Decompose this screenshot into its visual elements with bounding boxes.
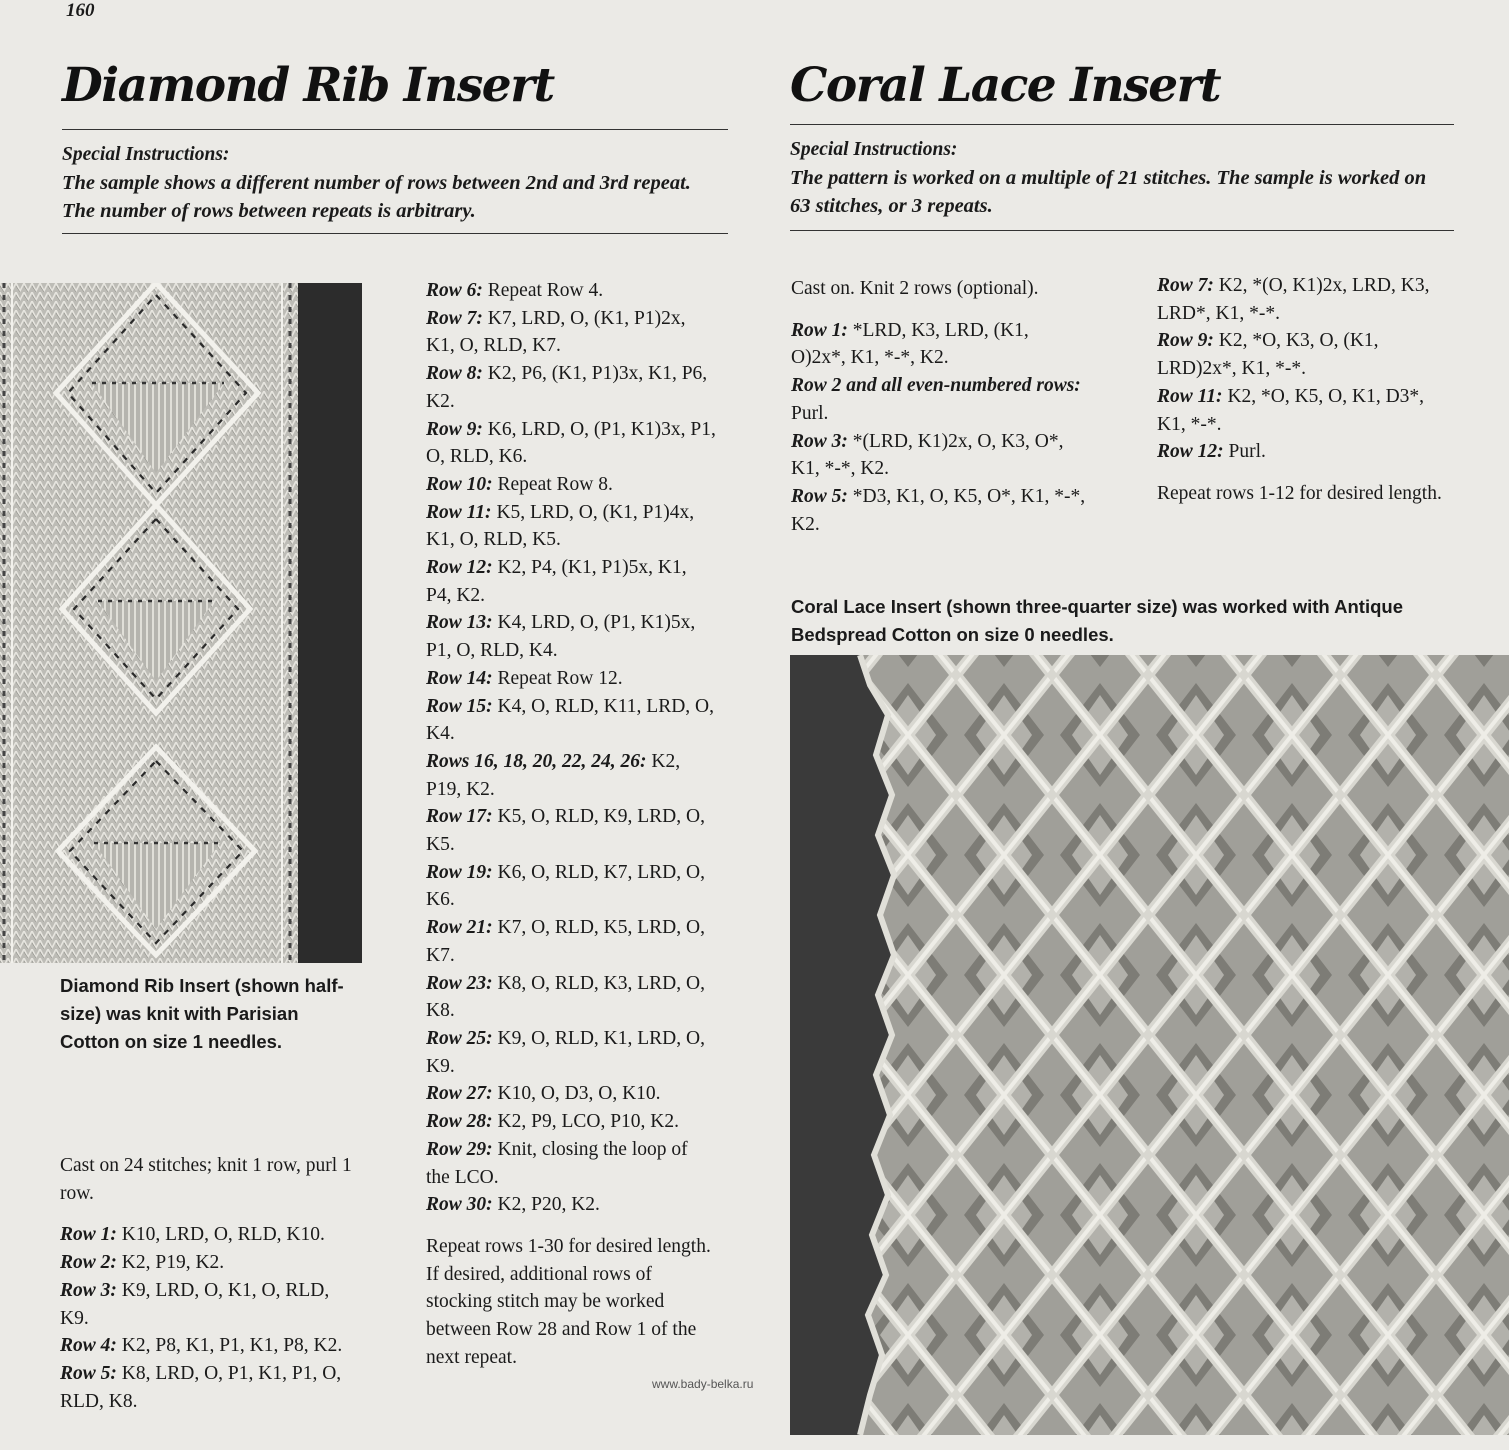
diamond-special-instructions xyxy=(62,141,722,225)
instruction-row xyxy=(426,748,716,803)
instruction-row xyxy=(1157,383,1447,438)
diamond-rows-right xyxy=(426,277,716,1219)
row-text: K7, O, RLD, K5, LRD, O, K7. xyxy=(426,917,705,966)
row-text: K2, P9, LCO, P10, K2. xyxy=(492,1111,679,1133)
row-label: Row 9: xyxy=(426,418,483,440)
row-label: Row 4: xyxy=(60,1335,117,1357)
row-label: Row 7: xyxy=(1157,275,1214,296)
diamond-top-rule xyxy=(62,129,728,130)
row-label: Row 1: xyxy=(60,1224,117,1246)
diamond-rib-photo xyxy=(0,283,362,963)
diamond-special-text: The sample shows a different number of rows between 2nd and 3rd repeat. The number of rows between repeats is arbitrary. xyxy=(62,172,691,222)
row-label: Row 23: xyxy=(426,972,493,994)
row-label: Row 6: xyxy=(426,280,483,301)
instruction-row xyxy=(426,305,716,360)
instruction-row xyxy=(1157,438,1447,466)
row-text: Repeat Row 12. xyxy=(492,667,623,689)
instruction-row xyxy=(426,1136,716,1191)
row-text: K4, O, RLD, K11, LRD, O, K4. xyxy=(426,695,714,745)
row-text: Repeat Row 4. xyxy=(482,280,604,301)
row-label: Row 21: xyxy=(426,917,493,939)
coral-col-left xyxy=(791,275,1086,538)
row-label: Row 19: xyxy=(426,861,493,883)
instruction-row xyxy=(426,1191,716,1219)
row-text: K2, *O, K3, O, (K1, LRD)2x*, K1, *-*. xyxy=(1157,330,1379,380)
row-text: K7, LRD, O, (K1, P1)2x, K1, O, RLD, K7. xyxy=(426,307,686,357)
row-text: K6, O, RLD, K7, LRD, O, K6. xyxy=(426,861,705,911)
instruction-row xyxy=(1157,327,1447,382)
instruction-row xyxy=(60,1249,360,1277)
row-text: K9, LRD, O, K1, O, RLD, K9. xyxy=(60,1279,330,1329)
spacer xyxy=(791,303,1086,317)
instruction-row xyxy=(426,1108,716,1136)
instruction-row xyxy=(60,1332,360,1360)
row-label: Row 8: xyxy=(426,363,483,385)
row-label: Row 30: xyxy=(426,1194,493,1216)
coral-repeat-note: Repeat rows 1-12 for desired length. xyxy=(1157,482,1442,504)
coral-title: Coral Lace Insert xyxy=(790,58,1221,113)
row-label: Row 2 and all even-numbered rows: xyxy=(791,375,1081,397)
row-text: K9, O, RLD, K1, LRD, O, K9. xyxy=(426,1027,705,1077)
row-label: Row 29: xyxy=(426,1138,493,1160)
instruction-row xyxy=(426,859,716,914)
instruction-row xyxy=(791,483,1086,538)
row-text: *D3, K1, O, K5, O*, K1, *-*, K2. xyxy=(791,485,1086,535)
instruction-row xyxy=(426,665,716,693)
instruction-row xyxy=(426,499,716,554)
row-label: Row 10: xyxy=(426,473,493,495)
row-label: Row 15: xyxy=(426,695,493,717)
spacer xyxy=(60,1207,360,1221)
instruction-row xyxy=(60,1221,360,1249)
instruction-row xyxy=(426,609,716,664)
row-text: K10, O, D3, O, K10. xyxy=(492,1083,661,1105)
instruction-row xyxy=(60,1277,360,1332)
instruction-row xyxy=(426,1080,716,1108)
row-text: Repeat Row 8. xyxy=(492,473,613,495)
row-text: K2, P4, (K1, P1)5x, K1, P4, K2. xyxy=(426,557,687,606)
instruction-row xyxy=(426,1025,716,1080)
row-text: K5, LRD, O, (K1, P1)4x, K1, O, RLD, K5. xyxy=(426,501,695,551)
instruction-row xyxy=(426,277,716,305)
row-text: K4, LRD, O, (P1, K1)5x, P1, O, RLD, K4. xyxy=(426,612,696,662)
instruction-row xyxy=(60,1360,360,1415)
row-label: Row 12: xyxy=(1157,441,1224,463)
row-label: Row 11: xyxy=(1157,385,1223,407)
row-label: Row 3: xyxy=(60,1279,117,1301)
row-text: K2, P19, K2. xyxy=(116,1252,225,1274)
row-label: Row 7: xyxy=(426,307,483,329)
coral-special-instructions xyxy=(790,136,1450,220)
row-label: Row 28: xyxy=(426,1111,493,1133)
row-label: Row 25: xyxy=(426,1027,493,1049)
coral-lace-photo xyxy=(790,655,1509,1435)
instruction-row xyxy=(426,416,716,471)
row-label: Row 5: xyxy=(791,485,848,507)
page-number: 160 xyxy=(66,0,95,21)
row-text: K8, LRD, O, P1, K1, P1, O, RLD, K8. xyxy=(60,1362,342,1412)
row-text: K2, P6, (K1, P1)3x, K1, P6, K2. xyxy=(426,363,708,412)
instruction-row xyxy=(426,554,716,609)
row-text: K8, O, RLD, K3, LRD, O, K8. xyxy=(426,972,705,1022)
coral-top-rule xyxy=(790,124,1454,125)
instruction-row xyxy=(791,372,1086,427)
row-text: K2, P8, K1, P1, K1, P8, K2. xyxy=(116,1335,343,1357)
row-label: Row 2: xyxy=(60,1252,117,1274)
diamond-caption: Diamond Rib Insert (shown half-size) was knit with Parisian Cotton on size 1 needles. xyxy=(60,975,344,1052)
row-label: Row 1: xyxy=(791,319,848,341)
instruction-row xyxy=(426,360,716,415)
row-text: Knit, closing the loop of the LCO. xyxy=(426,1138,688,1188)
spacer xyxy=(1157,466,1447,480)
instruction-row xyxy=(426,693,716,748)
row-label: Row 5: xyxy=(60,1362,117,1384)
coral-bottom-rule xyxy=(790,230,1454,231)
row-text: Purl. xyxy=(1223,441,1266,463)
row-text: K2, *O, K5, O, K1, D3*, K1, *-*. xyxy=(1157,385,1425,435)
row-text: K5, O, RLD, K9, LRD, O, K5. xyxy=(426,806,705,856)
instruction-row xyxy=(426,914,716,969)
diamond-cast-on: Cast on 24 stitches; knit 1 row, purl 1 row. xyxy=(60,1155,352,1204)
row-label: Rows 16, 18, 20, 22, 24, 26: xyxy=(426,750,647,772)
row-text: K2, P19, K2. xyxy=(426,750,681,800)
coral-caption: Coral Lace Insert (shown three-quarter size) was worked with Antique Bedspread Cotton on size 0 needles. xyxy=(791,596,1403,645)
row-label: Row 27: xyxy=(426,1083,493,1105)
diamond-repeat-note: Repeat rows 1-30 for desired length. If desired, additional rows of stocking stitch may be worked between Row 28 and Row 1 of the next repeat. xyxy=(426,1235,711,1368)
diamond-rows-left xyxy=(60,1221,360,1415)
row-text: *(LRD, K1)2x, O, K3, O*, K1, *-*, K2. xyxy=(791,430,1064,480)
instruction-row xyxy=(791,428,1086,483)
coral-rows-right xyxy=(1157,272,1447,466)
diamond-col-left xyxy=(60,1152,360,1415)
spacer xyxy=(426,1219,716,1233)
instruction-row xyxy=(1157,272,1447,327)
instruction-row xyxy=(791,317,1086,372)
diamond-col-right xyxy=(426,277,716,1371)
row-text: Purl. xyxy=(791,402,829,424)
instruction-row xyxy=(426,970,716,1025)
row-text: *LRD, K3, LRD, (K1, O)2x*, K1, *-*, K2. xyxy=(791,319,1029,369)
instruction-row xyxy=(426,803,716,858)
row-label: Row 12: xyxy=(426,557,493,579)
row-label: Row 9: xyxy=(1157,330,1214,352)
row-label: Row 14: xyxy=(426,667,493,689)
diamond-special-label: Special Instructions: xyxy=(62,144,230,165)
row-label: Row 13: xyxy=(426,612,493,634)
coral-special-label: Special Instructions: xyxy=(790,139,958,160)
row-text: K10, LRD, O, RLD, K10. xyxy=(116,1224,325,1246)
row-label: Row 3: xyxy=(791,430,848,452)
row-text: K6, LRD, O, (P1, K1)3x, P1, O, RLD, K6. xyxy=(426,418,716,468)
diamond-bottom-rule xyxy=(62,233,728,234)
row-text: K2, *(O, K1)2x, LRD, K3, LRD*, K1, *-*. xyxy=(1157,275,1430,324)
coral-rows-left xyxy=(791,317,1086,539)
diamond-title: Diamond Rib Insert xyxy=(62,58,554,113)
coral-special-text: The pattern is worked on a multiple of 21 stitches. The sample is worked on 63 stitches, or 3 repeats. xyxy=(790,167,1427,217)
watermark: www.bady-belka.ru xyxy=(652,1377,754,1391)
coral-cast-on: Cast on. Knit 2 rows (optional). xyxy=(791,278,1039,299)
row-label: Row 17: xyxy=(426,806,493,828)
row-label: Row 11: xyxy=(426,501,492,523)
coral-col-right xyxy=(1157,272,1447,508)
row-text: K2, P20, K2. xyxy=(492,1194,600,1216)
instruction-row xyxy=(426,471,716,499)
